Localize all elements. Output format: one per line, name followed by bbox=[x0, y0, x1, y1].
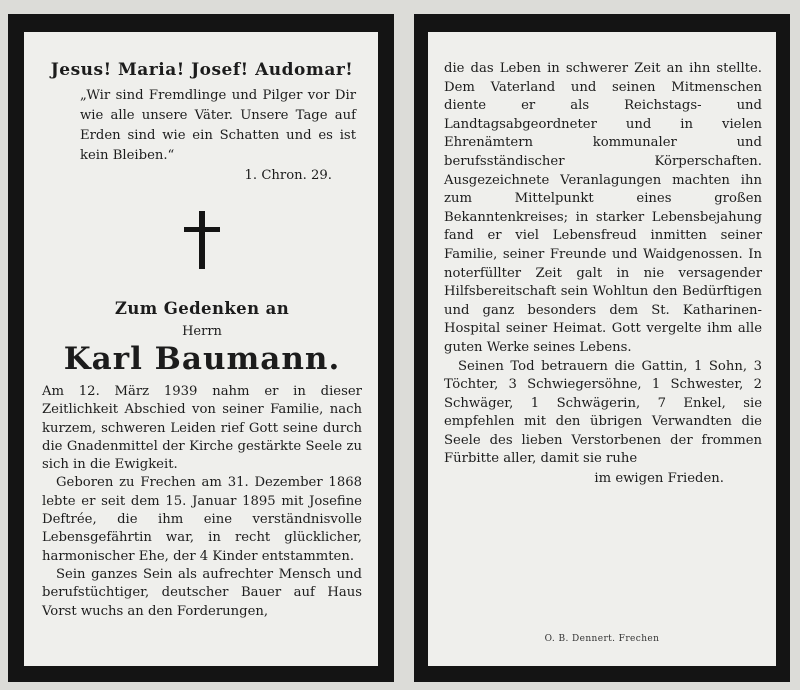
left-paragraph-3: Sein ganzes Sein als aufrechter Mensch und berufstüchtiger, deutscher Bauer auf Haus Vorst wuchs an den Forderungen, bbox=[42, 566, 362, 619]
left-paragraph-2: Geboren zu Frechen am 31. Dezember 1868 lebte er seit dem 15. Januar 1895 mit Josefine Deftrée, die ihm eine verständnisvolle Lebensgefährtin war, in recht glücklicher, harmonischer Ehe, der 4 Kinder entstammten. bbox=[42, 475, 362, 564]
left-page bbox=[24, 32, 378, 666]
bible-quote: „Wir sind Fremdlinge und Pilger vor Dir wie alle unsere Väter. Unsere Tage auf Erden sind wie ein Schatten und es ist kein Bleiben.“ bbox=[80, 88, 356, 163]
salutation: Herrn bbox=[182, 324, 222, 339]
right-paragraph-1: die das Leben in schwerer Zeit an ihn stellte. Dem Vaterland und seinen Mitmenschen diente er als Reichstags- und Landtagsabgeordneter und in vielen Ehrenämtern kommunaler und berufsständischer Körperschaften. Ausgezeichnete Veranlagungen machten ihn zum Mittelpunkt eines großen Bekanntenkreises; in starker Lebensbejahung fand er viel Lebensfreud inmitten seiner Familie, seiner Freunde und Waidgenossen. In noterfüllter Zeit galt in nie versagender Hilfsbereitschaft sein Wohltun den Bedürftigen und ganz besonders dem St. Katharinen-Hospital seiner Heimat. Gott vergelte ihm alle guten Werke seines Lebens. bbox=[444, 61, 762, 355]
invocation-heading: Jesus! Maria! Josef! Audomar! bbox=[50, 60, 354, 80]
right-page-border bbox=[414, 14, 790, 682]
quote-source: 1. Chron. 29. bbox=[244, 168, 332, 183]
left-page-border bbox=[8, 14, 394, 682]
printer-imprint: O. B. Dennert. Frechen bbox=[544, 634, 660, 644]
right-paragraph-2: Seinen Tod betrauern die Gattin, 1 Sohn, 3 Töchter, 3 Schwiegersöhne, 1 Schwester, 2 Schwäger, 1 Schwägerin, 7 Enkel, sie empfehlen mit den übrigen Verwandten die Seele des lieben Verstorbenen der frommen Fürbitte aller, damit sie ruhe bbox=[444, 358, 762, 467]
closing-line: im ewigen Frieden. bbox=[594, 471, 724, 487]
memorial-title: Zum Gedenken an bbox=[114, 299, 290, 318]
left-paragraph-1: Am 12. März 1939 nahm er in dieser Zeitlichkeit Abschied von seiner Familie, nach kurzem, schweren Leiden rief Gott seine durch die Gnadenmittel der Kirche gestärkte Seele zu sich in die Ewigkeit. bbox=[42, 384, 362, 473]
right-page bbox=[428, 32, 776, 666]
cross-icon bbox=[184, 211, 220, 269]
deceased-name: Karl Baumann. bbox=[63, 341, 341, 377]
